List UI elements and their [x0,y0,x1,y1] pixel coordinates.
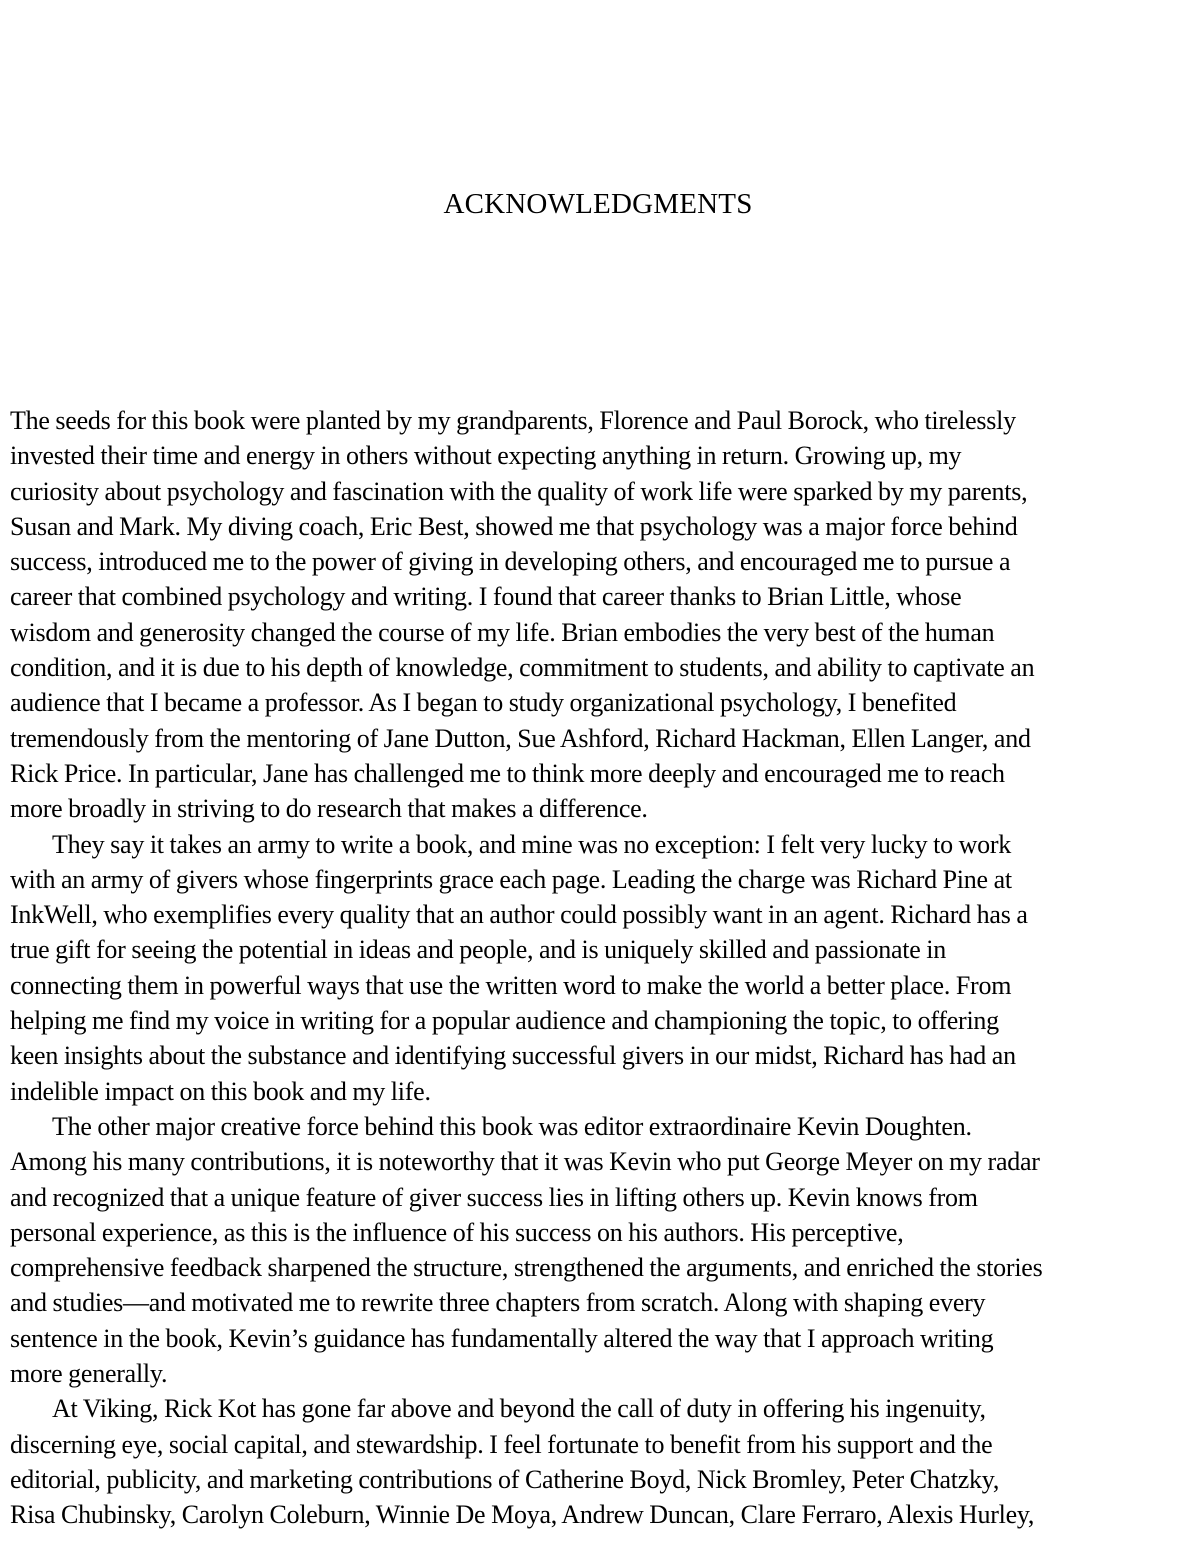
text-line: more generally. [10,1359,168,1389]
text-line: At Viking, Rick Kot has gone far above and beyond the call of duty in offering his ingenuity, [52,1394,986,1424]
text-line: Susan and Mark. My diving coach, Eric Best, showed me that psychology was a major force behind [10,511,1018,541]
text-line: They say it takes an army to write a book, and mine was no exception: I felt very lucky to work [52,829,1012,859]
text-line: with an army of givers whose fingerprints grace each page. Leading the charge was Richard Pine at [10,864,1012,894]
text-line: discerning eye, social capital, and stewardship. I feel fortunate to benefit from his support and the [10,1429,993,1459]
text-line: Risa Chubinsky, Carolyn Coleburn, Winnie De Moya, Andrew Duncan, Clare Ferraro, Alexis Hurley, [10,1500,1035,1530]
text-line: helping me find my voice in writing for a popular audience and championing the topic, to offering [10,1006,999,1036]
text-line: Among his many contributions, it is noteworthy that it was Kevin who put George Meyer on my radar [10,1147,1040,1177]
text-line: sentence in the book, Kevin’s guidance has fundamentally altered the way that I approach writing [10,1323,994,1353]
text-line: and recognized that a unique feature of giver success lies in lifting others up. Kevin knows from [10,1182,978,1212]
paragraph-3 [10,1109,1190,1391]
text-line: editorial, publicity, and marketing contributions of Catherine Boyd, Nick Bromley, Peter Chatzky, [10,1464,1000,1494]
text-line: success, introduced me to the power of giving in developing others, and encouraged me to pursue a [10,547,1011,577]
text-line: The other major creative force behind this book was editor extraordinaire Kevin Doughten. [52,1111,972,1141]
text-line: tremendously from the mentoring of Jane Dutton, Sue Ashford, Richard Hackman, Ellen Langer, and [10,723,1031,753]
paragraph-4 [10,1391,1190,1532]
text-line: and studies—and motivated me to rewrite three chapters from scratch. Along with shaping every [10,1288,986,1318]
acknowledgments-body [10,403,1190,1533]
paragraph-1 [10,403,1190,827]
text-line: more broadly in striving to do research that makes a difference. [10,794,648,824]
text-line: condition, and it is due to his depth of knowledge, commitment to students, and ability to captivate an [10,653,1035,683]
page-title: ACKNOWLEDGMENTS [443,188,753,220]
text-line: curiosity about psychology and fascination with the quality of work life were sparked by my parents, [10,476,1028,506]
paragraph-2 [10,827,1190,1109]
text-line: personal experience, as this is the influence of his success on his authors. His perceptive, [10,1217,904,1247]
text-line: keen insights about the substance and identifying successful givers in our midst, Richard has had an [10,1041,1016,1071]
text-line: Rick Price. In particular, Jane has challenged me to think more deeply and encouraged me to reach [10,758,1005,788]
text-line: comprehensive feedback sharpened the structure, strengthened the arguments, and enriched the stories [10,1253,1043,1283]
text-line: InkWell, who exemplifies every quality that an author could possibly want in an agent. Richard has a [10,900,1028,930]
text-line: true gift for seeing the potential in ideas and people, and is uniquely skilled and passionate in [10,935,947,965]
text-line: indelible impact on this book and my life. [10,1076,431,1106]
text-line: wisdom and generosity changed the course of my life. Brian embodies the very best of the human [10,617,995,647]
text-line: audience that I became a professor. As I began to study organizational psychology, I benefited [10,688,957,718]
text-line: career that combined psychology and writing. I found that career thanks to Brian Little, whose [10,582,962,612]
text-line: connecting them in powerful ways that use the written word to make the world a better place. From [10,970,1012,1000]
text-line: invested their time and energy in others without expecting anything in return. Growing up, my [10,441,962,471]
text-line: The seeds for this book were planted by my grandparents, Florence and Paul Borock, who tirelessly [10,406,1016,435]
